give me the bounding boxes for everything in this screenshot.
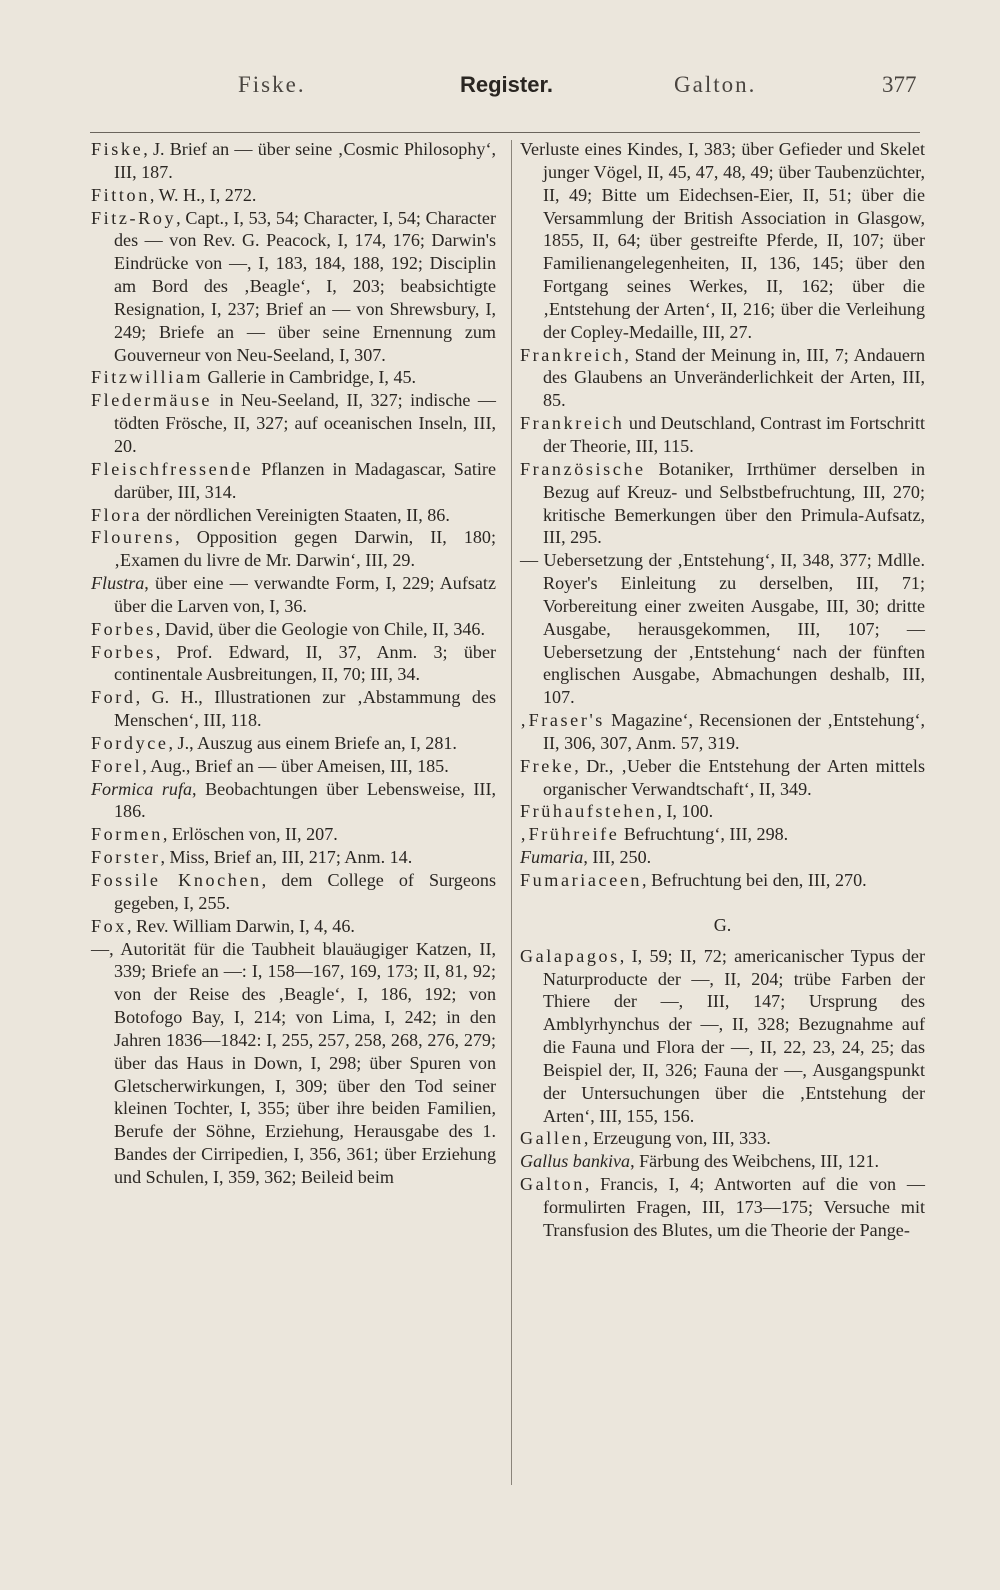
index-entry bbox=[520, 709, 925, 755]
index-headword: ‚Fraser's bbox=[520, 710, 605, 731]
index-references: , I, 59; II, 72; americanischer Typus der Naturproducte der —, II, 204; trübe Farben der Thiere der —, III, 147; Ursprung des Amblyrhynchus der —, II, 328; Bezugnahme auf die Fauna und Flora der —, II, 22, 23, 24, 25; das Beispiel der, II, 326; Fauna der —, Ausgangspunkt der Untersuchungen über die ‚Entstehung der Arten‘, III, 155, 156. bbox=[543, 945, 925, 1126]
index-entry bbox=[520, 800, 925, 823]
index-entry bbox=[91, 778, 496, 824]
header-rule bbox=[90, 132, 920, 133]
index-entry bbox=[520, 846, 925, 869]
index-entry bbox=[520, 945, 925, 1128]
index-entry bbox=[91, 138, 496, 184]
index-entry bbox=[91, 915, 496, 938]
index-headword: Fumaria bbox=[520, 847, 584, 868]
index-references: , III, 250. bbox=[583, 847, 652, 868]
index-entry bbox=[91, 184, 496, 207]
index-references: , Prof. Edward, II, 37, Anm. 3; über continentale Ausbreitungen, II, 70; III, 34. bbox=[114, 641, 496, 685]
index-references: , J., Auszug aus einem Briefe an, I, 281. bbox=[168, 732, 457, 753]
index-references: , Francis, I, 4; Antworten auf die von — formulirten Fragen, III, 173—175; Versuche mit Transfusion des Blutes, um die Theorie der Pange- bbox=[543, 1174, 925, 1240]
index-headword: Fordyce bbox=[91, 732, 169, 753]
index-headword: Galton bbox=[520, 1174, 585, 1195]
index-entry bbox=[91, 389, 496, 458]
index-references: Uebersetzung der ‚Entstehung‘, II, 348, 377; Mdlle. Royer's Einleitung zu derselben, III, 71; Vorbereitung einer zweiten Ausgabe, III, 30; dritte Ausgabe, herausgekommen, III, 107; — Uebersetzung der ‚Entstehung‘ nach der fünften englischen Ausgabe, Abmachungen deshalb, III, 107. bbox=[538, 550, 925, 708]
index-entry bbox=[520, 823, 925, 846]
index-entry bbox=[91, 458, 496, 504]
index-references: in Neu-Seeland, II, 327; indische — tödten Frösche, II, 327; auf oceanischen Inseln, III, 20. bbox=[114, 390, 496, 456]
index-headword: Flora bbox=[91, 504, 143, 525]
index-headword: Frankreich bbox=[520, 344, 625, 365]
index-headword: Forbes bbox=[91, 641, 156, 662]
index-references: , Miss, Brief an, III, 217; Anm. 14. bbox=[160, 847, 413, 868]
index-headword: ‚Frühreife bbox=[520, 824, 620, 845]
index-references: , Erlöschen von, II, 207. bbox=[162, 824, 338, 845]
index-headword: Fox bbox=[91, 915, 127, 936]
index-headword: — bbox=[91, 938, 110, 959]
index-headword: Französische bbox=[520, 458, 646, 479]
index-headword: Fiske bbox=[91, 139, 144, 159]
index-headword: Ford bbox=[91, 687, 136, 708]
index-references: , Stand der Meinung in, III, 7; Andauern des Glaubens an Unveränderlichkeit der Arten, III, 85. bbox=[543, 344, 925, 411]
index-headword: Fleischfressende bbox=[91, 458, 254, 479]
index-references: , Aug., Brief an — über Ameisen, III, 185. bbox=[142, 755, 449, 776]
index-entry bbox=[91, 526, 496, 572]
index-references: , Beobachtungen über Lebensweise, III, 186. bbox=[114, 778, 497, 822]
index-entry bbox=[91, 618, 496, 641]
index-references: Botaniker, Irrthümer derselben in Bezug auf Kreuz- und Selbstbefruchtung, III, 270; kritische Bemerkungen über den Primula-Aufsatz, III, 295. bbox=[543, 458, 925, 548]
index-references: , W. H., I, 272. bbox=[149, 184, 257, 205]
header-title: Register. bbox=[460, 72, 553, 97]
index-references: , über eine — verwandte Form, I, 229; Aufsatz über die Larven von, I, 36. bbox=[114, 573, 496, 616]
index-column-left bbox=[91, 138, 496, 1189]
index-entry bbox=[91, 504, 496, 527]
index-entry bbox=[520, 1150, 925, 1173]
index-headword: Fledermäuse bbox=[91, 390, 213, 411]
index-headword: Fitzwilliam bbox=[91, 367, 204, 388]
index-headword: Galapagos bbox=[520, 945, 620, 966]
index-headword: Gallen bbox=[520, 1128, 584, 1149]
index-entry bbox=[91, 938, 496, 1189]
index-entry bbox=[91, 366, 496, 389]
index-headword: Fumariaceen bbox=[520, 870, 643, 890]
index-references: , Erzeugung von, III, 333. bbox=[583, 1128, 771, 1149]
index-headword: Flustra bbox=[91, 573, 145, 594]
index-references: , Färbung des Weibchens, III, 121. bbox=[630, 1151, 880, 1172]
index-headword: Freke bbox=[520, 755, 575, 776]
index-entry bbox=[520, 1127, 925, 1150]
index-references: Gallerie in Cambridge, I, 45. bbox=[203, 367, 417, 388]
index-entry bbox=[91, 207, 496, 367]
page-header bbox=[0, 72, 1000, 112]
index-entry bbox=[520, 869, 925, 892]
page-number: 377 bbox=[882, 72, 917, 97]
index-entry bbox=[91, 846, 496, 869]
index-references: , J. Brief an — über seine ‚Cosmic Philosophy‘, III, 187. bbox=[114, 139, 496, 182]
index-headword: Fossile Knochen bbox=[91, 870, 262, 890]
column-divider bbox=[511, 140, 512, 1485]
index-references: Befruchtung‘, III, 298. bbox=[619, 824, 789, 845]
index-headword: Formen bbox=[91, 824, 163, 845]
header-right: Galton. bbox=[674, 72, 757, 97]
index-references: , Rev. William Darwin, I, 4, 46. bbox=[126, 915, 355, 936]
index-references: und Deutschland, Contrast im Fortschritt der Theorie, III, 115. bbox=[543, 413, 925, 456]
index-entry bbox=[520, 755, 925, 801]
header-left: Fiske. bbox=[238, 72, 306, 97]
index-headword: Frühaufstehen bbox=[520, 801, 658, 822]
index-references: , Capt., I, 53, 54; Character, I, 54; Character des — von Rev. G. Peacock, I, 174, 176; Darwin's Eindrücke von —, I, 183, 184, 188, 192; Disciplin am Bord des ‚Beagle‘, I, 203; beabsichtigte Resignation, I, 237; Brief an — von Shrewsbury, I, 249; Briefe an — über seine Ernennung zum Gouverneur von Neu-Seeland, I, 307. bbox=[114, 207, 496, 365]
index-references: , Befruchtung bei den, III, 270. bbox=[642, 870, 867, 890]
index-entry bbox=[520, 412, 925, 458]
index-entry bbox=[520, 549, 925, 709]
index-references: der nördlichen Vereinigten Staaten, II, 86. bbox=[142, 504, 450, 525]
index-references: , David, über die Geologie von Chile, II, 346. bbox=[155, 618, 485, 639]
index-headword: Forster bbox=[91, 847, 161, 868]
index-entry bbox=[91, 732, 496, 755]
index-headword: Gallus bankiva bbox=[520, 1151, 631, 1172]
index-entry bbox=[520, 344, 925, 413]
index-references: , Autorität für die Taubheit blauäugiger Katzen, II, 339; Briefe an —: I, 158—167, 169, 173; II, 81, 92; von der Reise des ‚Beagle‘, I, 186, 192; von Botofogo Bay, I, 214; von Lima, I, 242; in den Jahren 1836—1842: I, 255, 257, 258, 268, 276, 279; über das Haus in Down, I, 298; über Spuren von Gletscherwirkungen, I, 309; über den Tod seiner kleinen Tochter, I, 355; über ihre beiden Familien, Berufe der Söhne, Erziehung, Herausgabe des 1. Bandes der Cirripedien, I, 356, 361; über Erziehung und Schulen, I, 359, 362; Beileid beim bbox=[109, 938, 496, 1187]
index-entry bbox=[91, 641, 496, 687]
index-headword: Fitton bbox=[91, 184, 150, 205]
index-references: , G. H., Illustrationen zur ‚Abstammung des Menschen‘, III, 118. bbox=[114, 687, 496, 731]
index-references: , dem College of Surgeons gegeben, I, 255. bbox=[114, 870, 496, 913]
index-references: , I, 100. bbox=[657, 801, 714, 822]
index-references: , Dr., ‚Ueber die Entstehung der Arten mittels organischer Verwandtschaft‘, II, 349. bbox=[543, 755, 925, 799]
index-headword: Flourens bbox=[91, 527, 176, 548]
index-entry bbox=[520, 1173, 925, 1242]
index-headword: Forbes bbox=[91, 618, 156, 639]
index-entry bbox=[91, 823, 496, 846]
index-references: Verluste eines Kindes, I, 383; über Gefieder und Skelet junger Vögel, II, 45, 47, 48, 49; über Taubenzüchter, II, 49; Bitte um Eidechsen-Eier, II, 51; über die Versammlung der British Association in Glasgow, 1855, II, 64; über gestreifte Pferde, II, 107; über Familienangelegenheiten, II, 136, 145; über den Fortgang seines Werkes, II, 162; über die ‚Entstehung der Arten‘, II, 216; über die Verleihung der Copley-Medaille, III, 27. bbox=[520, 139, 925, 342]
index-references: Pflanzen in Madagascar, Satire darüber, III, 314. bbox=[114, 458, 496, 502]
index-headword: Frankreich bbox=[520, 413, 625, 434]
index-entry bbox=[91, 572, 496, 618]
index-headword: Forel bbox=[91, 755, 143, 776]
section-heading: G. bbox=[713, 914, 732, 935]
index-references: Magazine‘, Recensionen der ‚Entstehung‘, II, 306, 307, Anm. 57, 319. bbox=[543, 710, 925, 753]
index-entry bbox=[520, 138, 925, 344]
index-column-right bbox=[520, 138, 925, 1242]
index-headword: Fitz-Roy bbox=[91, 207, 177, 228]
index-headword: Formica rufa bbox=[91, 778, 193, 799]
index-references: , Opposition gegen Darwin, II, 180; ‚Examen du livre de Mr. Darwin‘, III, 29. bbox=[114, 527, 496, 571]
index-entry bbox=[91, 869, 496, 915]
index-entry bbox=[520, 458, 925, 549]
index-entry bbox=[91, 686, 496, 732]
index-headword: — bbox=[520, 550, 539, 571]
index-entry bbox=[91, 755, 496, 778]
